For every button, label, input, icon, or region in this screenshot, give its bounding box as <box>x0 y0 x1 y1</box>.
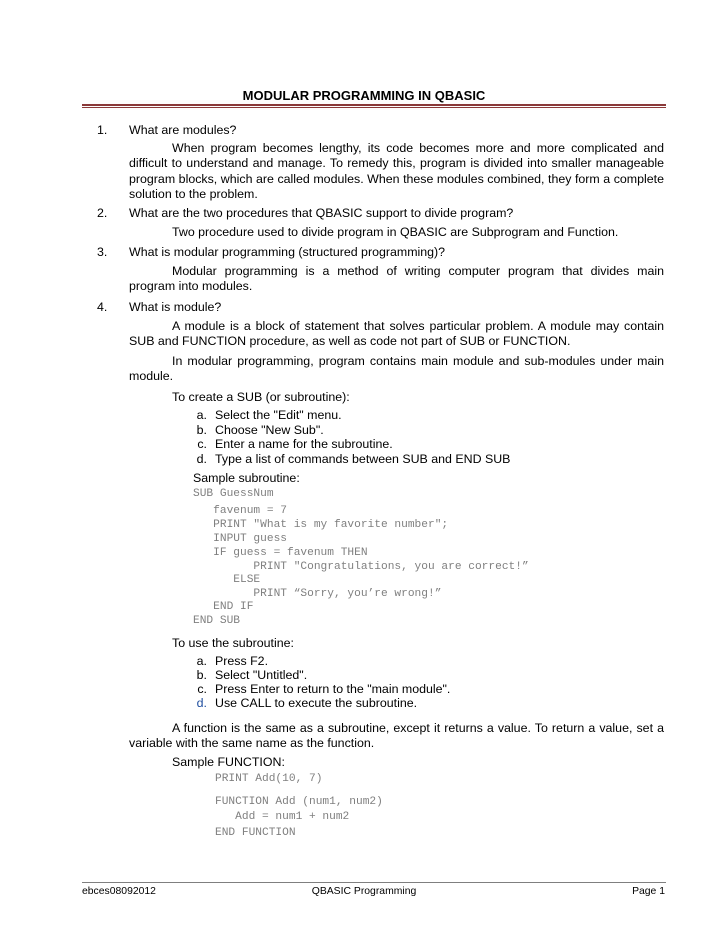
create-step-text: Enter a name for the subroutine. <box>215 437 393 451</box>
q3-answer: Modular programming is a method of writing computer program that divides main program into modules. <box>129 264 664 294</box>
code-line: IF guess = favenum THEN <box>193 547 368 559</box>
sample-function-label: Sample FUNCTION: <box>172 755 285 769</box>
q2-question: What are the two procedures that QBASIC support to divide program? <box>129 206 514 220</box>
code-line: Add = num1 + num2 <box>215 811 350 823</box>
create-step-text: Type a list of commands between SUB and END SUB <box>215 452 511 466</box>
code-line: PRINT "Congratulations, you are correct!” <box>193 561 529 573</box>
code-line: END IF <box>193 601 254 613</box>
use-step-text: Use CALL to execute the subroutine. <box>215 696 418 710</box>
create-step-letter: c. <box>197 437 207 451</box>
code-line: PRINT “Sorry, you’re wrong!” <box>193 588 442 600</box>
q2-number: 2. <box>97 206 108 220</box>
code-line: END FUNCTION <box>215 827 296 839</box>
use-step-text: Press Enter to return to the "main module". <box>215 682 451 696</box>
page-title: MODULAR PROGRAMMING IN QBASIC <box>242 88 486 103</box>
code-line: favenum = 7 <box>193 505 287 517</box>
use-step-letter: b. <box>196 668 207 682</box>
use-step-letter: d. <box>196 696 207 710</box>
create-step-letter: d. <box>196 452 207 466</box>
footer-doc-id: ebces08092012 <box>82 886 156 897</box>
footer-rule <box>82 882 666 883</box>
q4-number: 4. <box>97 300 108 314</box>
use-step-letter: a. <box>196 654 207 668</box>
q4-question: What is module? <box>129 300 222 314</box>
code-line: PRINT Add(10, 7) <box>215 773 323 785</box>
q4-answer-1: A module is a block of statement that solves particular problem. A module may contain SUB and FUNCTION procedure, as well as code not part of SUB or FUNCTION. <box>129 319 664 349</box>
footer-title: QBASIC Programming <box>311 886 417 897</box>
q1-number: 1. <box>97 123 108 137</box>
use-step-text: Press F2. <box>215 654 269 668</box>
code-line: SUB GuessNum <box>193 488 274 500</box>
create-step-letter: a. <box>196 408 207 422</box>
q4-answer-2: In modular programming, program contains main module and sub-modules under main module. <box>129 354 664 384</box>
use-sub-heading: To use the subroutine: <box>172 636 294 650</box>
code-line: INPUT guess <box>193 533 287 545</box>
q2-answer: Two procedure used to divide program in QBASIC are Subprogram and Function. <box>172 225 619 239</box>
q1-answer: When program becomes lengthy, its code becomes more and more complicated and difficult to understand and manage. To remedy this, program is divided into smaller manageable program blocks, which are called modules. When these modules combined, they form a complete solution to the problem. <box>129 141 664 202</box>
code-line: ELSE <box>193 574 261 586</box>
create-step-text: Select the "Edit" menu. <box>215 408 342 422</box>
create-step-letter: b. <box>196 423 207 437</box>
q1-question: What are modules? <box>129 123 237 137</box>
create-sub-heading: To create a SUB (or subroutine): <box>172 390 350 404</box>
footer-page-number: Page 1 <box>632 886 665 897</box>
q3-question: What is modular programming (structured programming)? <box>129 245 446 259</box>
q3-number: 3. <box>97 245 108 259</box>
function-description: A function is the same as a subroutine, except it returns a value. To return a value, set a variable with the same name as the function. <box>129 721 664 751</box>
code-line: FUNCTION Add (num1, num2) <box>215 796 383 808</box>
use-step-text: Select "Untitled". <box>215 668 308 682</box>
sample-subroutine-label: Sample subroutine: <box>193 471 300 485</box>
code-line: END SUB <box>193 615 240 627</box>
title-rule-thin <box>82 107 666 108</box>
code-line: PRINT "What is my favorite number"; <box>193 519 449 531</box>
title-rule-thick <box>82 104 666 106</box>
create-step-text: Choose "New Sub". <box>215 423 324 437</box>
use-step-letter: c. <box>197 682 207 696</box>
